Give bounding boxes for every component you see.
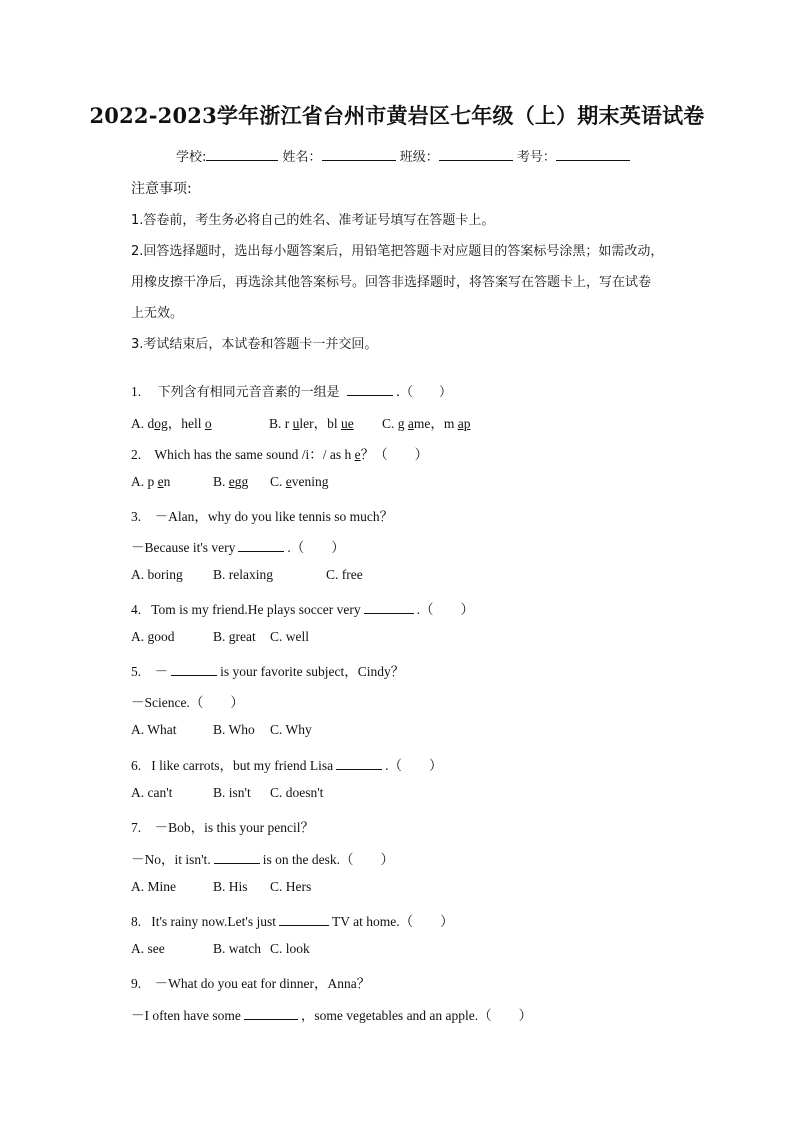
question-6-options — [131, 785, 323, 801]
question-7-options — [131, 879, 311, 895]
question-3-line2: －Because it's very .（ ） — [131, 540, 345, 555]
option-a: A. What — [131, 722, 177, 737]
answer-blank — [244, 1007, 298, 1020]
question-4: 4. Tom is my friend.He plays soccer very .（ ） — [131, 602, 474, 617]
answer-blank — [214, 851, 260, 864]
name-label: 姓名： — [282, 150, 322, 165]
question-8-options — [131, 941, 310, 957]
question-9-line2: －I often have some ，some vegetables and an apple.（ ） — [131, 1008, 533, 1023]
option-a: A. can't — [131, 785, 173, 800]
note-item-2-cont: 用橡皮擦干净后，再选涂其他答案标号。回答非选择题时，将答案写在答题卡上，写在试卷 — [131, 275, 652, 290]
question-1-options — [131, 412, 471, 432]
option-c: C. Hers — [270, 879, 312, 894]
student-info-row — [176, 146, 630, 165]
option-c: C. well — [270, 629, 309, 644]
option-b: B. His — [213, 879, 248, 894]
question-3-options — [131, 567, 363, 583]
note-item-2-end: 上无效。 — [131, 306, 184, 321]
question-1: 1. 下列含有相同元音音素的一组是 .（ ） — [131, 384, 452, 400]
answer-blank — [171, 663, 217, 676]
answer-blank — [336, 757, 382, 770]
option-c: C. g ame，m ap — [382, 416, 471, 431]
option-a: A. good — [131, 629, 175, 644]
option-b: B. great — [213, 629, 256, 644]
question-7: 7. －Bob，is this your pencil？ — [131, 820, 314, 835]
answer-blank — [347, 383, 393, 396]
option-a: A. boring — [131, 567, 183, 582]
question-5: 5. － is your favorite subject，Cindy？ — [131, 664, 405, 679]
answer-blank — [238, 539, 284, 552]
question-3: 3. －Alan，why do you like tennis so much？ — [131, 509, 394, 524]
class-label: 班级： — [399, 150, 439, 165]
answer-blank — [279, 913, 329, 926]
question-4-options — [131, 629, 309, 645]
exam-no-label: 考号： — [516, 150, 556, 165]
option-a: A. p en — [131, 474, 171, 489]
question-6: 6. I like carrots，but my friend Lisa .（ ） — [131, 758, 443, 773]
question-5-options — [131, 722, 312, 738]
question-5-line2: －Science.（ ） — [131, 695, 244, 710]
option-a: A. see — [131, 941, 165, 956]
question-2-options — [131, 474, 329, 490]
class-blank — [439, 146, 513, 161]
note-item-2: 2.回答选择题时，选出每小题答案后，用铅笔把答题卡对应题目的答案标号涂黑；如需改动， — [131, 244, 664, 259]
note-item-3: 3.考试结束后，本试卷和答题卡一并交回。 — [131, 337, 378, 352]
question-7-line2: －No，it isn't. is on the desk.（ ） — [131, 852, 394, 867]
option-b: B. relaxing — [213, 567, 273, 582]
option-c: C. look — [270, 941, 310, 956]
answer-blank — [364, 601, 414, 614]
option-a: A. Mine — [131, 879, 176, 894]
question-2: 2. Which has the same sound /i：/ as h e？（ ） — [131, 447, 429, 462]
option-c: C. Why — [270, 722, 312, 737]
name-blank — [322, 146, 396, 161]
option-b: B. watch — [213, 941, 261, 956]
question-9: 9. －What do you eat for dinner，Anna？ — [131, 976, 371, 991]
option-b: B. Who — [213, 722, 255, 737]
question-8: 8. It's rainy now.Let's just TV at home.（ ） — [131, 914, 454, 929]
option-b: B. r uler，bl ue — [269, 416, 354, 431]
option-c: C. doesn't — [270, 785, 324, 800]
page-title: 2022-2023学年浙江省台州市黄岩区七年级（上）期末英语试卷 — [89, 103, 705, 128]
option-c: C. evening — [270, 474, 329, 489]
school-label: 学校: — [176, 150, 207, 165]
option-a: A. dog，hell o — [131, 416, 212, 431]
option-b: B. egg — [213, 474, 249, 489]
option-b: B. isn't — [213, 785, 251, 800]
note-item-1: 1.答卷前，考生务必将自己的姓名、准考证号填写在答题卡上。 — [131, 213, 495, 228]
school-blank — [206, 146, 278, 161]
option-c: C. free — [326, 567, 363, 582]
exam-no-blank — [556, 146, 630, 161]
notes-heading: 注意事项: — [131, 181, 192, 197]
